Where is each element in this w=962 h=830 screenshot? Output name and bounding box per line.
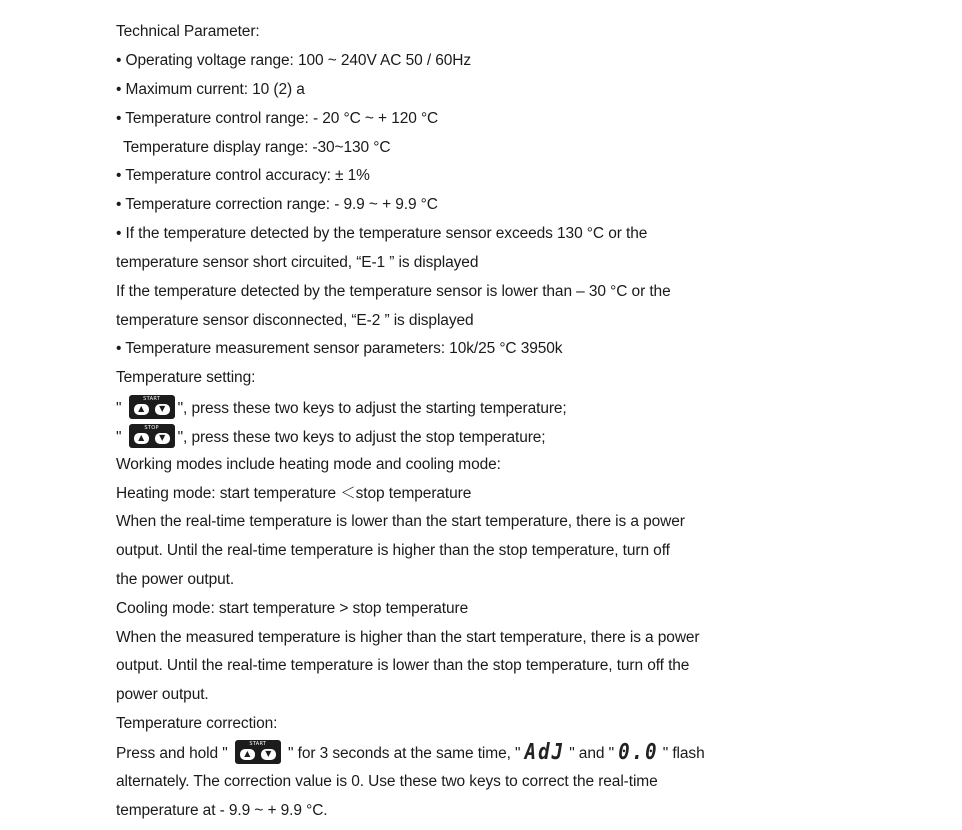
param-sensor: • Temperature measurement sensor parameters: 10k/25 °C 3950k [116,340,563,357]
param-e1-condition: • If the temperature detected by the temperature sensor exceeds 130 °C or the [116,225,648,242]
cooling-mode-text-2: output. Until the real-time temperature is lower than the stop temperature, turn off the [116,657,690,674]
flash-text: " flash [662,745,705,763]
stop-keypad-icon [129,424,175,448]
section-heading-temperature-setting: Temperature setting: [116,369,256,386]
param-operating-voltage: • Operating voltage range: 100 ~ 240V AC 50 / 60Hz [116,52,472,69]
zero-display-code: 0.0 [618,739,659,765]
section-heading-temperature-correction: Temperature correction: [116,715,278,732]
heating-mode-definition: Heating mode: start temperature ＜stop temperature [116,485,472,502]
heating-mode-text-2: output. Until the real-time temperature is higher than the stop temperature, turn off [116,542,670,559]
down-arrow-key-icon: ▼ [260,748,277,761]
hold-duration-text: " for 3 seconds at the same time, " [288,745,521,763]
down-arrow-key-icon: ▼ [154,403,171,416]
quote-open: " [116,400,122,418]
start-keypad-label: START [143,396,161,402]
cooling-mode-definition: Cooling mode: start temperature > stop temperature [116,600,469,617]
correction-text-1: alternately. The correction value is 0. Use these two keys to correct the real-time [116,773,658,790]
param-control-range: • Temperature control range: - 20 °C ~ + 120 °C [116,110,439,127]
up-arrow-key-icon: ▲ [239,748,256,761]
heating-mode-text-3: the power output. [116,571,235,588]
press-hold-text: Press and hold " [116,745,228,763]
stop-keys-text: ", press these two keys to adjust the stop temperature; [177,429,546,447]
param-e2-condition: If the temperature detected by the temperature sensor is lower than – 30 °C or the [116,283,671,300]
adj-display-code: AdJ [524,739,565,765]
and-text: " and " [569,745,614,763]
start-keypad-icon [129,395,175,419]
cooling-mode-text-1: When the measured temperature is higher than the start temperature, there is a power [116,629,700,646]
correction-instruction [116,739,705,766]
param-control-accuracy: • Temperature control accuracy: ± 1% [116,167,370,184]
down-arrow-key-icon: ▼ [154,432,171,445]
start-keys-text: ", press these two keys to adjust the starting temperature; [177,400,567,418]
correction-text-2: temperature at - 9.9 ~ + 9.9 °C. [116,802,328,819]
param-correction-range: • Temperature correction range: - 9.9 ~ + 9.9 °C [116,196,438,213]
section-heading-technical-parameter: Technical Parameter: [116,23,260,40]
quote-open: " [116,429,122,447]
working-modes-heading: Working modes include heating mode and cooling mode: [116,456,501,473]
param-display-range: Temperature display range: -30~130 °C [123,139,391,156]
start-keypad-icon [235,740,281,764]
param-maximum-current: • Maximum current: 10 (2) a [116,81,305,98]
heating-mode-text-1: When the real-time temperature is lower than the start temperature, there is a power [116,513,685,530]
start-keypad-label: START [249,741,267,747]
up-arrow-key-icon: ▲ [133,432,150,445]
stop-keys-instruction [116,426,546,450]
cooling-mode-text-3: power output. [116,686,209,703]
param-e1-message: temperature sensor short circuited, “E-1 ” is displayed [116,254,479,271]
up-arrow-key-icon: ▲ [133,403,150,416]
param-e2-message: temperature sensor disconnected, “E-2 ” is displayed [116,312,474,329]
stop-keypad-label: STOP [144,425,159,431]
start-keys-instruction [116,397,567,421]
